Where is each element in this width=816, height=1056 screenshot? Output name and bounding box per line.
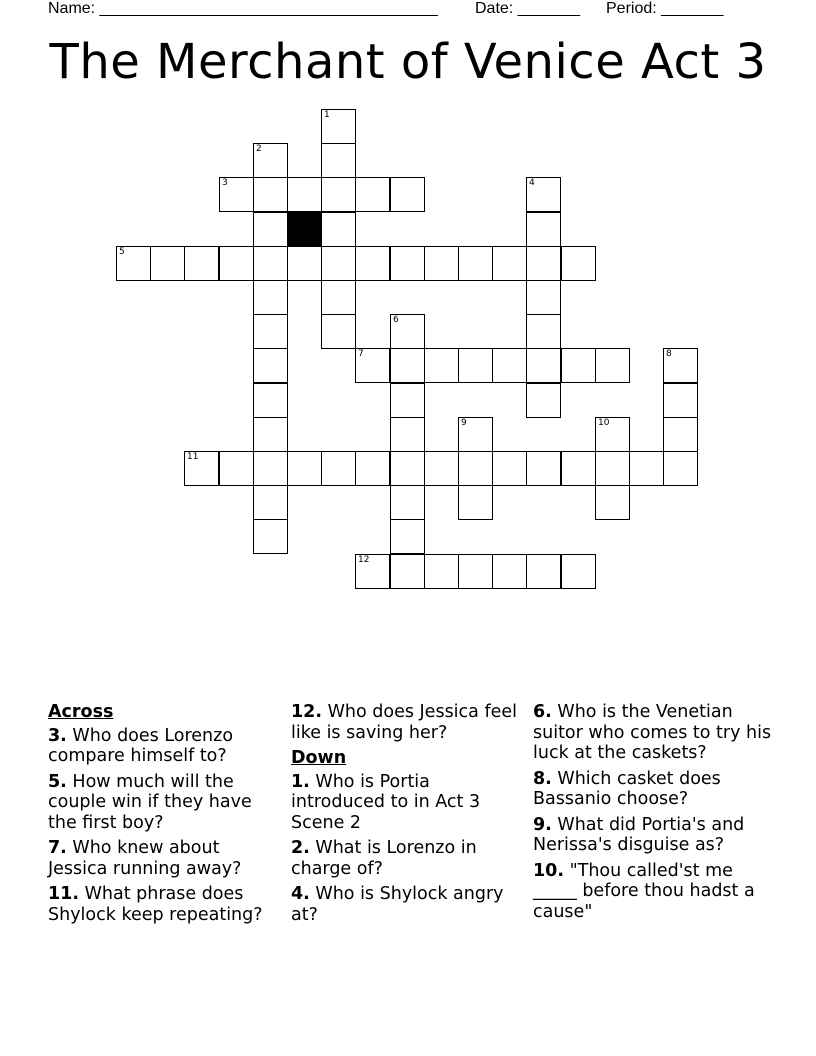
crossword-cell[interactable] <box>595 485 630 520</box>
crossword-cell[interactable] <box>526 280 561 315</box>
crossword-cell[interactable] <box>390 554 425 589</box>
crossword-cell[interactable] <box>390 348 425 383</box>
crossword-cell[interactable] <box>458 554 493 589</box>
crossword-cell[interactable] <box>253 280 288 315</box>
date-field-label: Date: _______ <box>475 0 580 17</box>
crossword-black-cell <box>287 212 322 247</box>
crossword-cell[interactable] <box>424 348 459 383</box>
clue-across-7: 7. Who knew about Jessica running away? <box>48 838 242 879</box>
crossword-cell[interactable] <box>492 554 527 589</box>
student-info-header <box>48 0 768 20</box>
crossword-cell[interactable] <box>526 554 561 589</box>
clue-down-6: 6. Who is the Venetian suitor who comes to try his luck at the caskets? <box>533 702 772 763</box>
crossword-cell[interactable] <box>526 177 561 212</box>
crossword-cell[interactable] <box>287 451 322 486</box>
crossword-cell[interactable] <box>561 554 596 589</box>
crossword-cell[interactable] <box>253 143 288 178</box>
crossword-cell[interactable] <box>321 143 356 178</box>
crossword-cell[interactable] <box>458 348 493 383</box>
crossword-cell[interactable] <box>526 451 561 486</box>
crossword-cell[interactable] <box>150 246 185 281</box>
clue-number: 12 <box>358 555 370 565</box>
clue-column-2 <box>291 702 523 930</box>
name-field-label: Name: ______________________________________ <box>48 0 438 17</box>
crossword-cell[interactable] <box>287 246 322 281</box>
down-heading: Down <box>291 748 347 768</box>
crossword-cell[interactable] <box>219 246 254 281</box>
crossword-cell[interactable] <box>595 348 630 383</box>
clue-down-1: 1. Who is Portia introduced to in Act 3 Scene 2 <box>291 771 481 833</box>
crossword-cell[interactable] <box>321 280 356 315</box>
crossword-cell[interactable] <box>253 177 288 212</box>
crossword-cell[interactable] <box>458 246 493 281</box>
crossword-cell[interactable] <box>253 383 288 418</box>
crossword-cell[interactable] <box>253 485 288 520</box>
clue-across-12: 12. Who does Jessica feel like is saving her? <box>291 702 518 743</box>
crossword-cell[interactable] <box>561 348 596 383</box>
clue-across-11: 11. What phrase does Shylock keep repeating? <box>48 884 263 925</box>
clue-down-2: 2. What is Lorenzo in charge of? <box>291 838 477 879</box>
crossword-cell[interactable] <box>390 417 425 452</box>
crossword-cell[interactable] <box>595 417 630 452</box>
crossword-cell[interactable] <box>355 246 390 281</box>
crossword-cell[interactable] <box>424 451 459 486</box>
crossword-cell[interactable] <box>355 177 390 212</box>
crossword-cell[interactable] <box>390 246 425 281</box>
crossword-cell[interactable] <box>116 246 151 281</box>
clue-column-3 <box>533 702 773 927</box>
crossword-cell[interactable] <box>321 314 356 349</box>
crossword-cell[interactable] <box>526 314 561 349</box>
clue-number: 8 <box>666 349 672 359</box>
crossword-cell[interactable] <box>390 383 425 418</box>
crossword-cell[interactable] <box>390 177 425 212</box>
crossword-cell[interactable] <box>492 451 527 486</box>
crossword-cell[interactable] <box>219 177 254 212</box>
crossword-cell[interactable] <box>492 246 527 281</box>
crossword-cell[interactable] <box>253 519 288 554</box>
clue-number: 11 <box>187 452 199 462</box>
crossword-cell[interactable] <box>321 109 356 144</box>
clue-number: 10 <box>598 418 610 428</box>
clue-number: 6 <box>393 315 399 325</box>
crossword-cell[interactable] <box>253 348 288 383</box>
page-title: The Merchant of Venice Act 3 <box>49 34 767 90</box>
clue-down-8: 8. Which casket does Bassanio choose? <box>533 768 721 809</box>
clue-column-1 <box>48 702 280 930</box>
crossword-cell[interactable] <box>458 485 493 520</box>
crossword-cell[interactable] <box>253 417 288 452</box>
crossword-cell[interactable] <box>526 348 561 383</box>
crossword-cell[interactable] <box>253 314 288 349</box>
crossword-cell[interactable] <box>253 212 288 247</box>
crossword-cell[interactable] <box>287 177 322 212</box>
crossword-cell[interactable] <box>629 451 664 486</box>
crossword-cell[interactable] <box>526 212 561 247</box>
crossword-cell[interactable] <box>663 383 698 418</box>
crossword-cell[interactable] <box>355 451 390 486</box>
crossword-cell[interactable] <box>321 451 356 486</box>
across-heading: Across <box>48 702 114 722</box>
clue-number: 1 <box>324 110 330 120</box>
crossword-cell[interactable] <box>390 314 425 349</box>
crossword-cell[interactable] <box>424 554 459 589</box>
crossword-cell[interactable] <box>663 417 698 452</box>
crossword-cell[interactable] <box>355 554 390 589</box>
clue-number: 4 <box>529 178 535 188</box>
crossword-cell[interactable] <box>321 212 356 247</box>
crossword-cell[interactable] <box>253 451 288 486</box>
crossword-cell[interactable] <box>458 417 493 452</box>
crossword-cell[interactable] <box>253 246 288 281</box>
crossword-cell[interactable] <box>526 383 561 418</box>
period-field-label: Period: _______ <box>606 0 724 17</box>
clue-number: 7 <box>358 349 364 359</box>
crossword-cell[interactable] <box>321 177 356 212</box>
crossword-cell[interactable] <box>184 451 219 486</box>
crossword-cell[interactable] <box>219 451 254 486</box>
crossword-cell[interactable] <box>390 485 425 520</box>
clue-number: 9 <box>461 418 467 428</box>
crossword-cell[interactable] <box>458 451 493 486</box>
crossword-cell[interactable] <box>355 348 390 383</box>
crossword-cell[interactable] <box>321 246 356 281</box>
crossword-cell[interactable] <box>561 246 596 281</box>
clue-number: 5 <box>119 247 125 257</box>
clue-number: 3 <box>222 178 228 188</box>
crossword-cell[interactable] <box>526 246 561 281</box>
crossword-cell[interactable] <box>663 348 698 383</box>
crossword-cell[interactable] <box>184 246 219 281</box>
crossword-cell[interactable] <box>390 451 425 486</box>
crossword-cell[interactable] <box>390 519 425 554</box>
crossword-cell[interactable] <box>561 451 596 486</box>
crossword-cell[interactable] <box>492 348 527 383</box>
clue-number: 2 <box>256 144 262 154</box>
crossword-cell[interactable] <box>595 451 630 486</box>
clue-down-9: 9. What did Portia's and Nerissa's disguise as? <box>533 814 745 855</box>
clue-down-4: 4. Who is Shylock angry at? <box>291 884 504 925</box>
crossword-cell[interactable] <box>663 451 698 486</box>
clue-across-3: 3. Who does Lorenzo compare himself to? <box>48 725 234 766</box>
clue-across-5: 5. How much will the couple win if they have the first boy? <box>48 771 252 833</box>
clue-down-10: 10. "Thou called'st me _____ before thou hadst a cause" <box>533 860 755 922</box>
crossword-cell[interactable] <box>424 246 459 281</box>
